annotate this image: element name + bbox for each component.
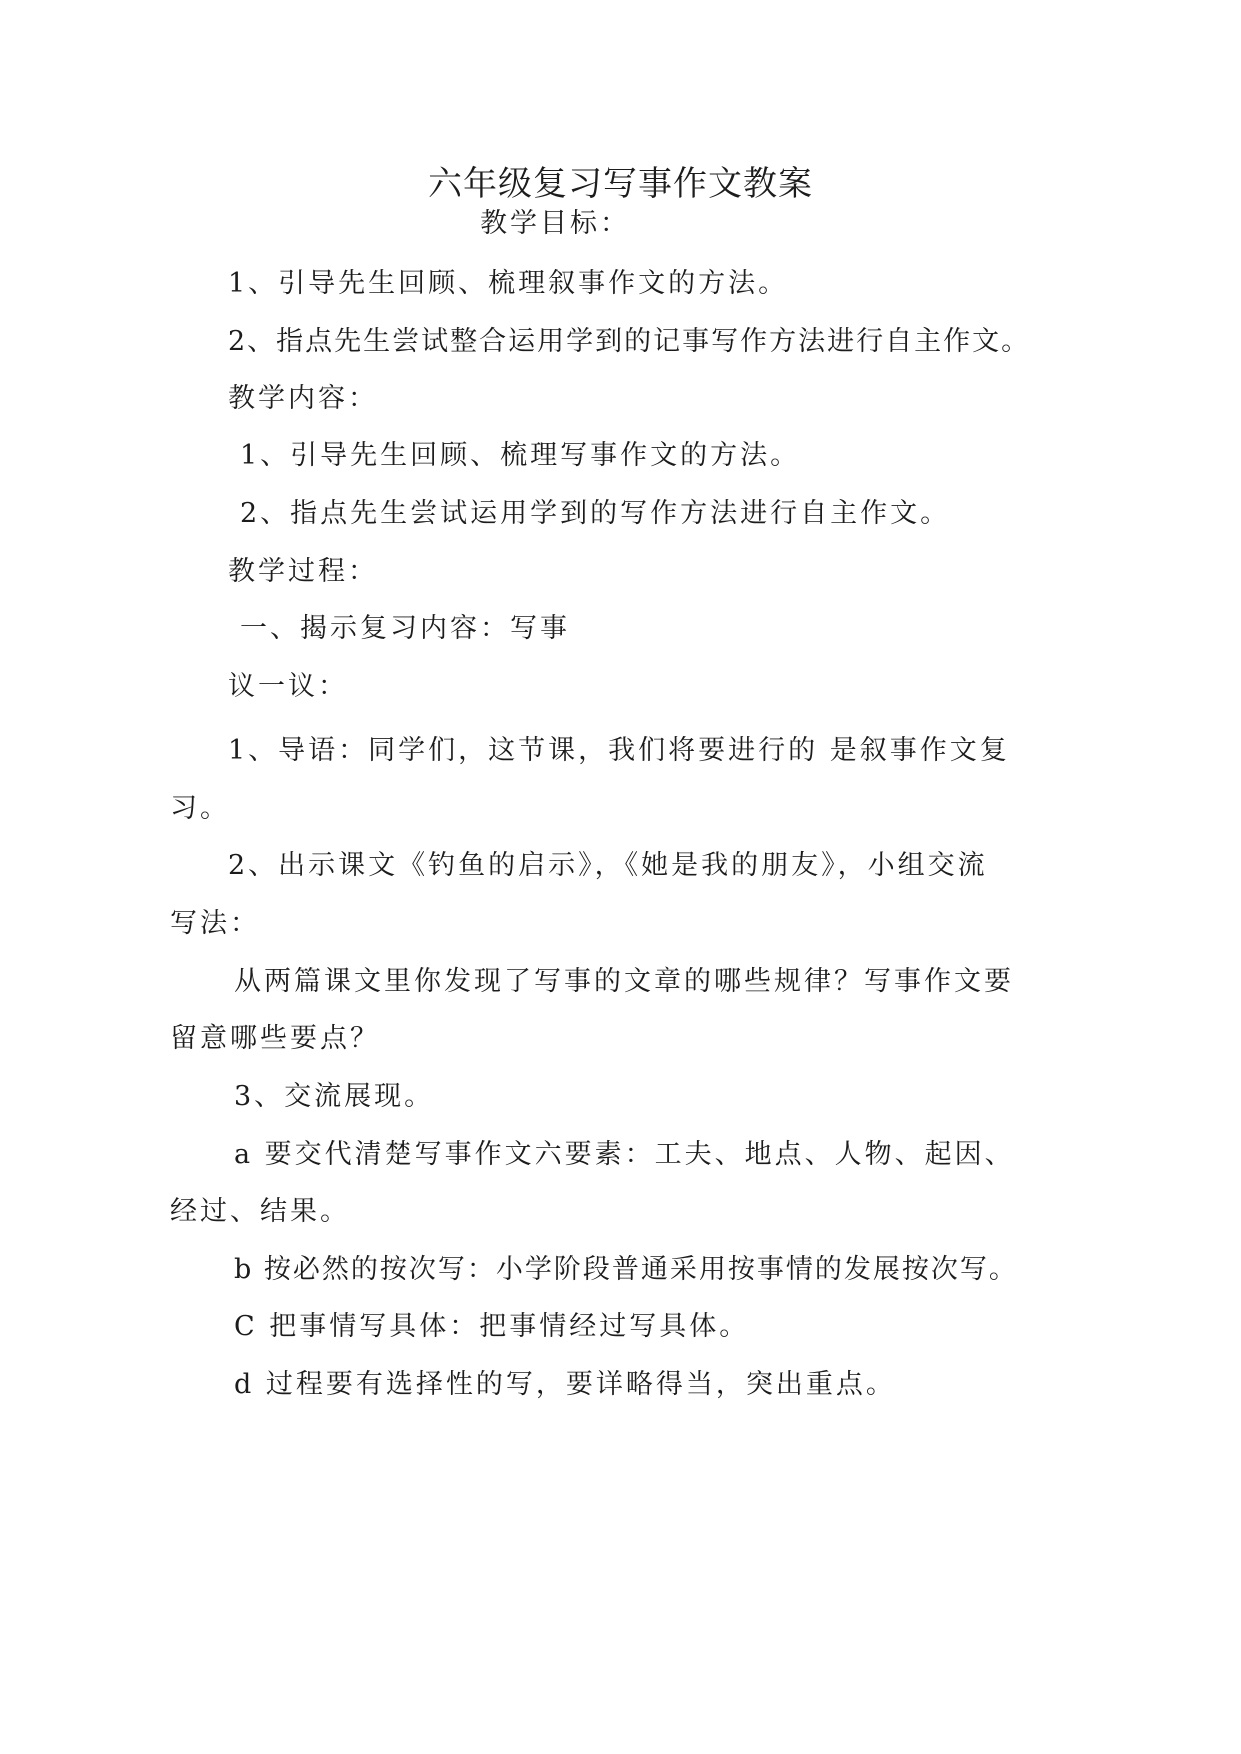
section-heading-process: 教学过程： [228, 556, 378, 587]
paragraph-line: 1、导语：同学们，这节课，我们将要进行的 是叙事作文复 [228, 735, 1010, 766]
objective-item-2: 2、指点先生尝试整合运用学到的记事写作方法进行自主作文。 [228, 326, 1031, 357]
content-item-1: 1、引导先生回顾、梳理写事作文的方法。 [240, 440, 801, 471]
content-item-2: 2、指点先生尝试运用学到的写作方法进行自主作文。 [240, 498, 951, 529]
process-step-1-heading: 一、揭示复习内容：写事 [240, 613, 570, 644]
paragraph-line: 写法： [170, 908, 260, 939]
paragraph-line: a 要交代清楚写事作文六要素：工夫、地点、人物、起因、 [234, 1139, 1015, 1170]
objective-item-1: 1、引导先生回顾、梳理叙事作文的方法。 [228, 268, 789, 299]
discussion-heading: 议一议： [228, 671, 348, 702]
paragraph-line: d 过程要有选择性的写，要详略得当，突出重点。 [234, 1369, 896, 1400]
section-heading-objectives: 教学目标： [480, 208, 630, 239]
section-heading-content: 教学内容： [228, 383, 378, 414]
paragraph-line: 从两篇课文里你发现了写事的文章的哪些规律？写事作文要 [234, 966, 1014, 997]
paragraph-line: 2、出示课文《钓鱼的启示》，《她是我的朋友》，小组交流 [228, 850, 988, 881]
paragraph-line: 3、交流展现。 [234, 1081, 435, 1112]
paragraph-line: 留意哪些要点？ [170, 1023, 380, 1054]
paragraph-line: 经过、结果。 [170, 1196, 350, 1227]
paragraph-line: 习。 [170, 793, 230, 824]
paragraph-line: C 把事情写具体：把事情经过写具体。 [234, 1311, 750, 1342]
document-title: 六年级复习写事作文教案 [428, 164, 813, 204]
paragraph-line: b 按必然的按次写：小学阶段普通采用按事情的发展按次写。 [234, 1254, 1018, 1285]
